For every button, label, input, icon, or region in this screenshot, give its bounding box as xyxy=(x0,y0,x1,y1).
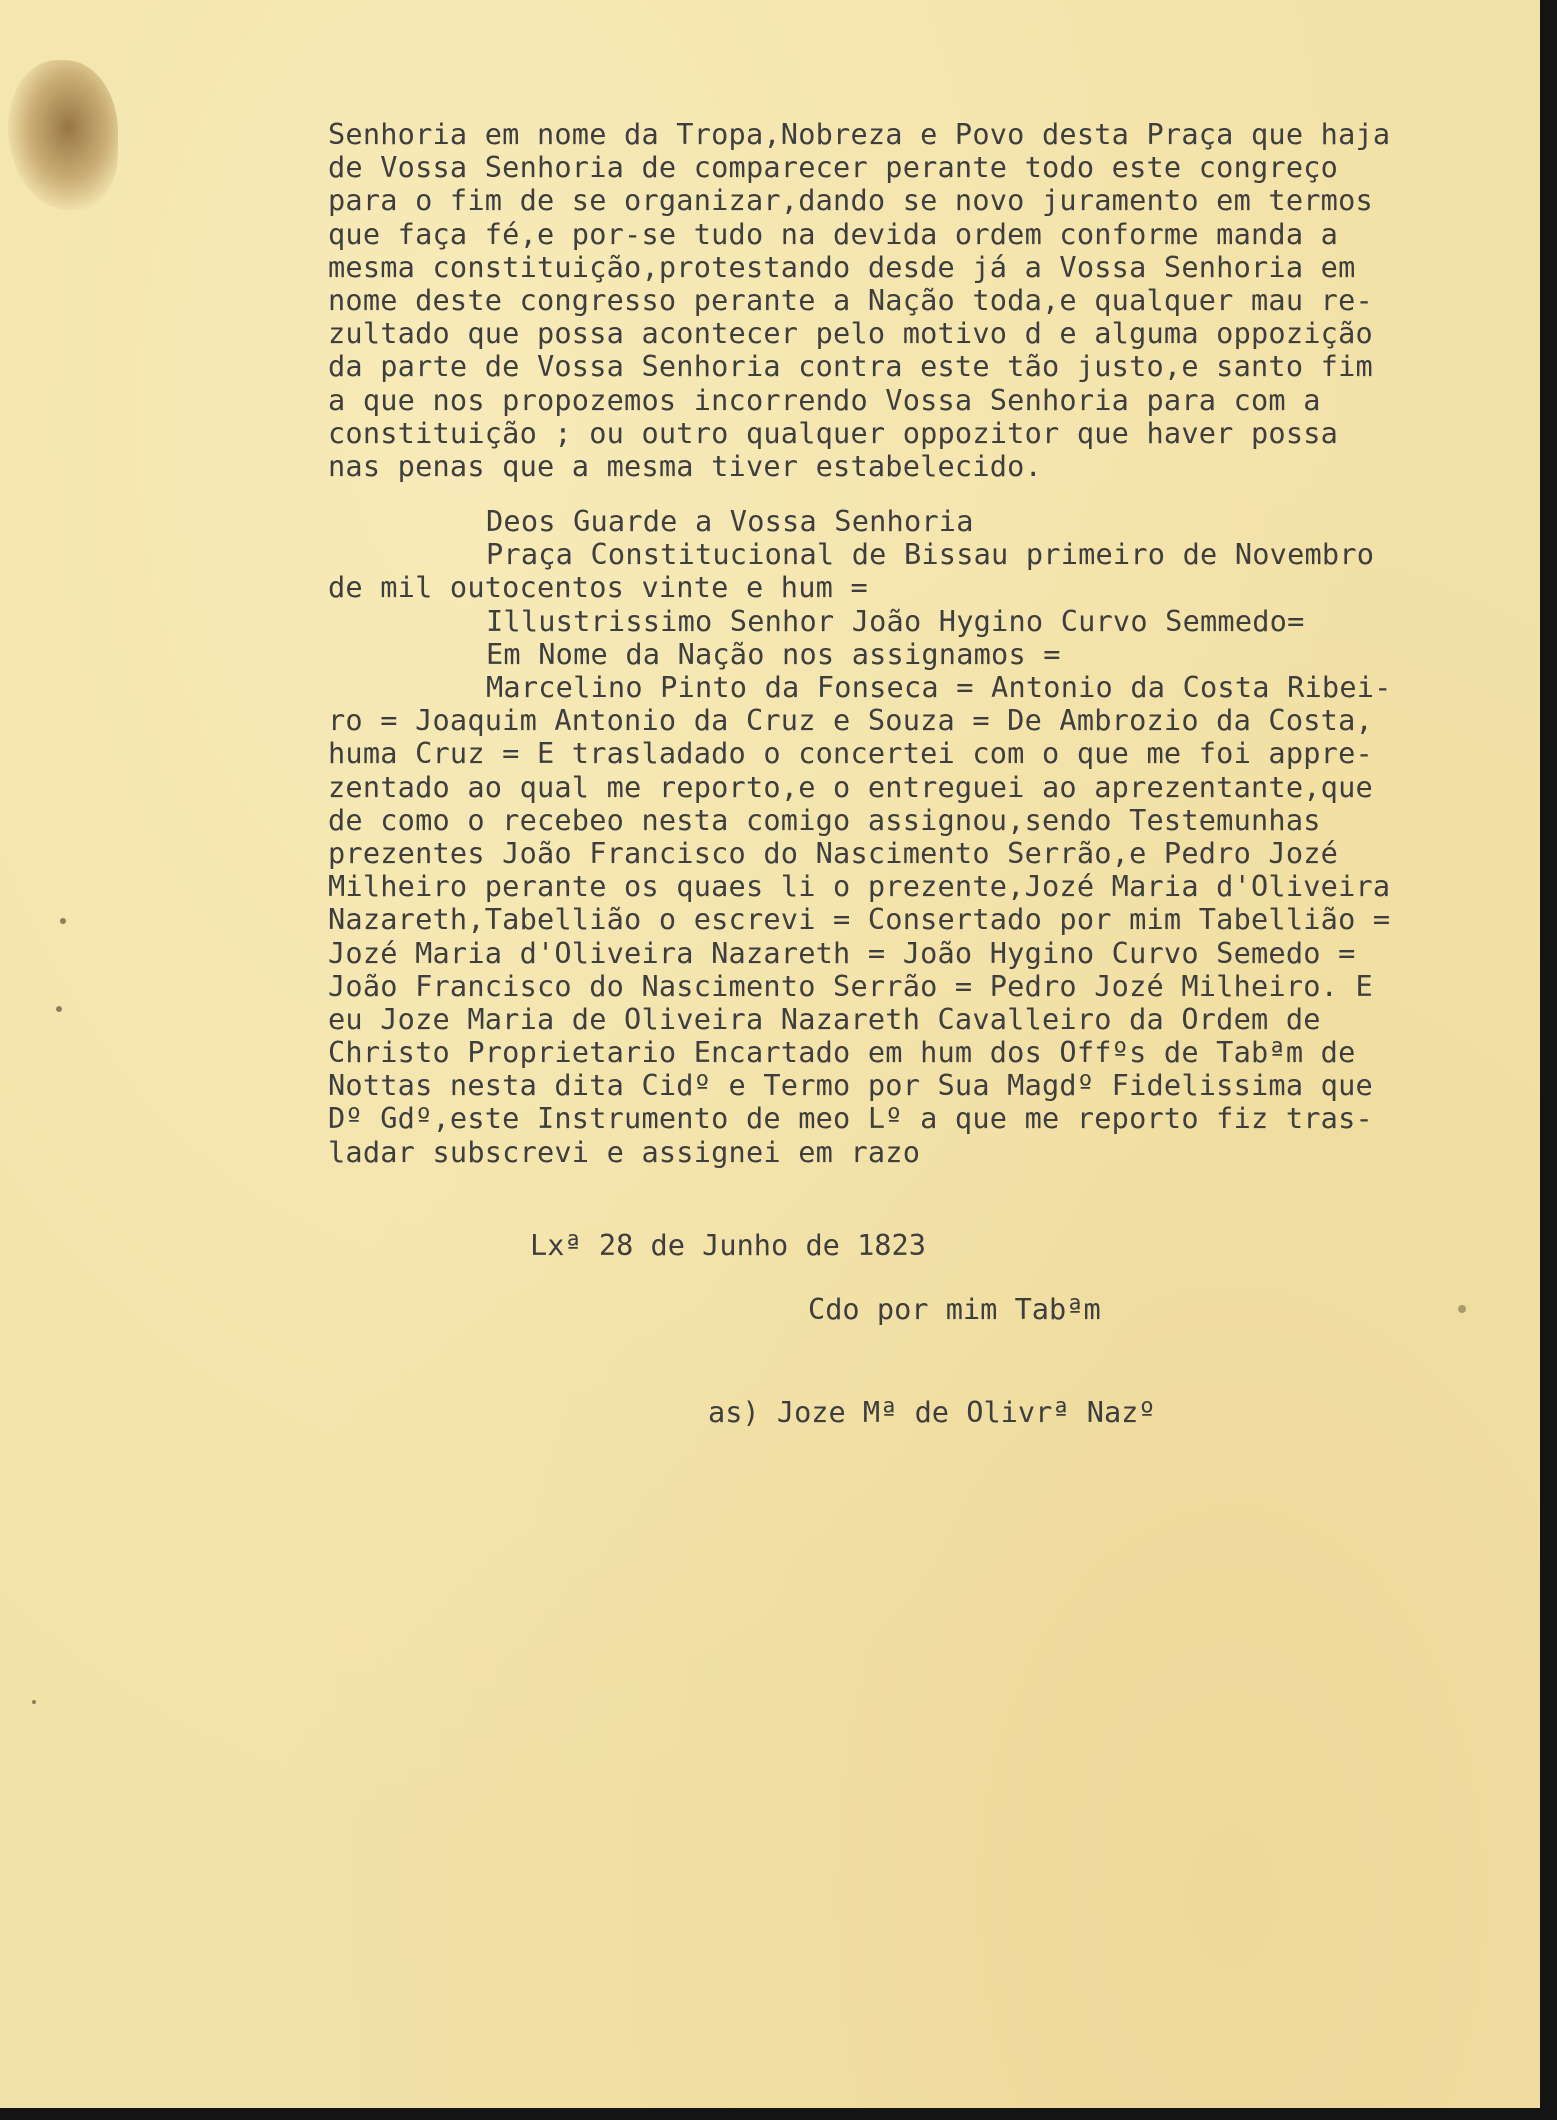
text-line: nome deste congresso perante a Nação toda,e qualquer mau re- xyxy=(328,282,1373,317)
text-line: nas penas que a mesma tiver estabelecido. xyxy=(328,448,1043,483)
text-line: ladar subscrevi e assignei em razo xyxy=(328,1134,921,1169)
text-line: zentado ao qual me reporto,e o entreguei ao aprezentante,que xyxy=(328,769,1373,804)
text-line: Em Nome da Nação nos assignamos = xyxy=(486,636,1061,671)
speck-mark xyxy=(56,1006,62,1012)
text-line: eu Joze Maria de Oliveira Nazareth Cavalleiro da Ordem de xyxy=(328,1001,1321,1036)
paragraph-gap xyxy=(328,483,1528,505)
date-line: Lxª 28 de Junho de 1823 xyxy=(530,1228,926,1262)
text-line: João Francisco do Nascimento Serrão = Pedro Jozé Milheiro. E xyxy=(328,968,1373,1003)
text-line: para o fim de se organizar,dando se novo juramento em termos xyxy=(328,183,1373,218)
text-line: Marcelino Pinto da Fonseca = Antonio da Costa Ribei- xyxy=(486,670,1392,704)
text-line: da parte de Vossa Senhoria contra este tão justo,e santo fim xyxy=(328,349,1373,384)
text-line: Christo Proprietario Encartado em hum dos Offºs de Tabªm de xyxy=(328,1035,1356,1070)
text-line: de mil outocentos vinte e hum = xyxy=(328,570,868,605)
text-line: prezentes João Francisco do Nascimento Serrão,e Pedro Jozé xyxy=(328,835,1339,870)
text-line: Senhoria em nome da Tropa,Nobreza e Povo desta Praça que haja xyxy=(328,117,1391,151)
text-line: ro = Joaquim Antonio da Cruz e Souza = De Ambrozio da Costa, xyxy=(328,703,1373,738)
text-line: Dº Gdº,este Instrumento de meo Lº a que me reporto fiz tras- xyxy=(328,1101,1373,1136)
text-line: Praça Constitucional de Bissau primeiro de Novembro xyxy=(486,537,1375,572)
scan-edge-right xyxy=(1540,0,1557,2120)
text-line: zultado que possa acontecer pelo motivo d e alguma oppozição xyxy=(328,316,1373,351)
text-line: mesma constituição,protestando desde já a Vossa Senhoria em xyxy=(328,249,1356,284)
text-line: Milheiro perante os quaes li o prezente,Jozé Maria d'Oliveira xyxy=(328,869,1391,904)
text-line: a que nos propozemos incorrendo Vossa Senhoria para com a xyxy=(328,382,1321,417)
paragraph-2 xyxy=(328,505,1528,1169)
stain-mark xyxy=(8,60,118,210)
text-line: Jozé Maria d'Oliveira Nazareth = João Hygino Curvo Semedo = xyxy=(328,935,1356,970)
text-line: huma Cruz = E trasladado o concertei com o que me foi appre- xyxy=(328,736,1373,771)
text-line: que faça fé,e por-se tudo na devida ordem conforme manda a xyxy=(328,216,1339,251)
text-line: Nazareth,Tabellião o escrevi = Consertado por mim Tabellião = xyxy=(328,902,1391,937)
text-line: Illustrissimo Senhor João Hygino Curvo Semmedo= xyxy=(486,603,1305,638)
paragraph-1 xyxy=(328,118,1528,483)
scan-edge-bottom xyxy=(0,2108,1557,2120)
text-line: Nottas nesta dita Cidº e Termo por Sua Magdº Fidelissima que xyxy=(328,1068,1373,1103)
text-line: de Vossa Senhoria de comparecer perante todo este congreço xyxy=(328,150,1339,185)
document-body xyxy=(328,118,1528,1169)
speck-mark xyxy=(32,1700,36,1704)
certification-line: Cdo por mim Tabªm xyxy=(808,1292,1101,1326)
text-line: constituição ; ou outro qualquer oppozitor que haver possa xyxy=(328,415,1339,450)
text-line: de como o recebeo nesta comigo assignou,sendo Testemunhas xyxy=(328,802,1321,837)
signature-line: as) Joze Mª de Olivrª Nazº xyxy=(708,1395,1156,1429)
speck-mark xyxy=(1458,1305,1466,1313)
text-line: Deos Guarde a Vossa Senhoria xyxy=(486,504,974,539)
speck-mark xyxy=(60,918,66,924)
